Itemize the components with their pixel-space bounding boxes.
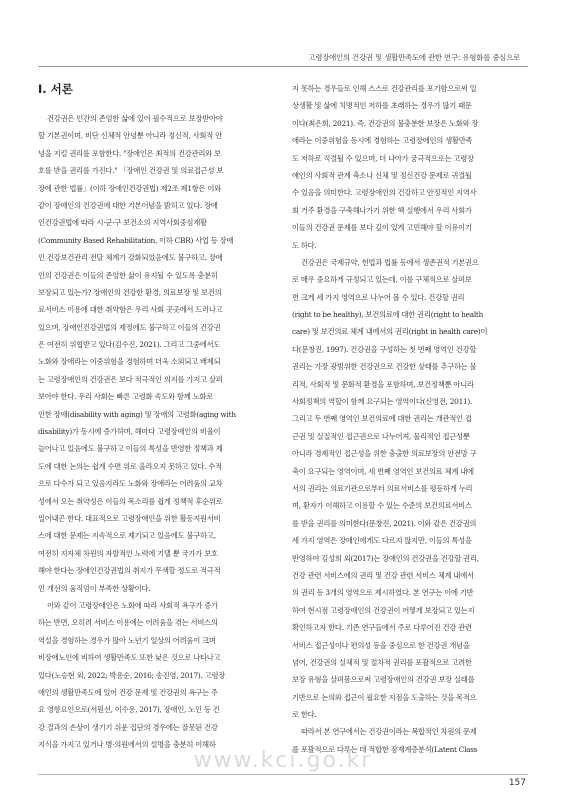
text-line: 건강권은 국제규약, 헌법과 법률 등에서 생존권적 기본권으	[301, 257, 479, 267]
text-line: 같이 장애인의 건강권에 대한 기본이념을 밝히고 있다. 장애	[38, 200, 218, 210]
footer-divider	[38, 774, 528, 775]
text-line: 보아야 한다. 우리 사회는 빠른 고령화 속도와 함께 노화로	[38, 392, 213, 402]
text-line: 세 가지 영역은 장애인에게도 다르지 않지만, 이들의 특성을	[292, 536, 472, 546]
text-line: 장에 관한 법률」(이하 장애인건강권법) 제2조 제1항은 이와	[38, 183, 222, 193]
running-header: 고령장애인의 건강권 및 생활만족도에 관한 연구: 유형화를 중심으로	[308, 53, 520, 62]
text-line: 이다(최은희, 2021). 즉, 건강권의 불충분한 보장은 노화와 장	[292, 118, 479, 128]
text-line: 녕을 지킬 권리를 포함한다. "장애인은 최적의 건강관리와 보	[38, 148, 221, 158]
text-line: 늘어나고 있음에도 불구하고 이들의 특성을 반영한 정책과 제	[38, 444, 223, 454]
text-line: 는 고령장애인의 건강권은 보다 적극적인 의지를 가지고 살펴	[38, 374, 223, 384]
text-line: 보장 유형을 살펴봄으로써 고령장애인의 건강권 보장 실태를	[292, 675, 475, 685]
text-line: 호를 받을 권리를 가진다." 「장애인 건강권 및 의료접근성 보	[38, 166, 224, 176]
text-line: 축이 요구되는 영역이며, 세 번째 영역인 보건의료 체계 내에	[292, 466, 474, 476]
text-line: 지 못하는 경우들로 인해 스스로 건강관리를 포기함으로써 일	[292, 84, 477, 93]
text-line: 확인하고자 한다. 기존 연구들에서 주로 다루어진 건강 관련	[292, 623, 472, 633]
text-line: 하는 반면, 오히려 서비스 이용에는 어려움을 겪는 서비스의	[38, 618, 218, 628]
text-line: 이들의 건강권 문제를 보다 깊이 있게 고민해야 할 이유이기	[292, 223, 472, 233]
text-line: 를 포괄적으로 다루는 데 적합한 잠재계층분석(Latent Class	[292, 744, 478, 754]
text-line: 하여 현시점 고령장애인의 건강권이 어떻게 보장되고 있는지	[292, 605, 475, 615]
left-column	[38, 80, 274, 753]
text-line: 로 매우 중요하게 규정되고 있는데, 이를 구체적으로 살펴보	[292, 275, 472, 285]
text-line: 애인의 생활만족도에 있어 건강 문제 및 건강권의 욕구는 주	[38, 687, 218, 697]
text-line: 성에서 오는 취약성은 이들의 목소리를 쉽게 정책적 후순위로	[38, 496, 223, 506]
text-line: 반영하여 김성희 외(2017)는 장애인의 건강권을 건강할 권리,	[292, 553, 479, 563]
text-line: 인건강권법에 따라 시·군·구 보건소의 지역사회중심재활	[38, 218, 207, 228]
watermark: www.kci.go.kr	[193, 748, 373, 773]
text-line: 도에 대한 논의는 쉽게 수면 위로 올라오지 못하고 있다. 수적	[38, 461, 222, 471]
text-line: 며, 환자가 이해하고 이용할 수 있는 수준의 보건의료서비스	[292, 501, 472, 511]
text-line: 인 개선의 움직임이 부족한 상황이다.	[38, 583, 151, 593]
text-line: 따라서 본 연구에서는 건강권이라는 복합적인 차원의 문제	[301, 727, 477, 737]
text-line: 애라는 이중위험을 동시에 경험하는 고령장애인의 생활만족	[292, 136, 473, 146]
text-line: 기반으로 논의와 접근이 필요한 지점을 도출하는 것을 목적으	[292, 692, 477, 702]
text-line: 있다(노승현 외, 2022; 박용순, 2016; 송진영, 2017). 고령장	[38, 670, 226, 680]
text-line: 으로 다수가 되고 있음지라도 노화와 장애라는 어려움의 교차	[38, 479, 223, 489]
text-line: 스에 대한 문제는 지속적으로 제기되고 있음에도 불구하고,	[38, 531, 216, 541]
text-line: 회 거주 환경을 구축해나가기 위한 핵 실행에서 우리 사회가	[292, 205, 472, 215]
text-line: 서비스 접근성이나 편의성 등을 중심으로 한 건강권 개념을	[292, 640, 470, 650]
text-line: 보장되고 있는가? 장애인의 건강한 환경, 의료보장 및 보건의	[38, 287, 222, 297]
text-line: 권리는 가장 광범위한 건강권으로 건강한 상태를 추구하는 물	[292, 362, 477, 372]
text-line: 지식을 가지고 있거나 병·의원에서의 설명을 충분히 이해하	[38, 740, 216, 750]
text-line: 료서비스 이용에 대한 취약함은 우리 사회 곳곳에서 드러나고	[38, 305, 223, 315]
text-line: 애인의 사회적 관계 축소나 신체 및 정신건강 문제로 귀결될	[292, 170, 472, 180]
text-line: 로 한다.	[292, 710, 317, 720]
text-line: 인 건강보건관리 전달 체계가 강화되었음에도 불구하고, 장애	[38, 253, 223, 263]
text-line: 리적, 사회적 및 문화적 환경을 포함하며, 보건정책뿐 아니라	[292, 379, 474, 389]
section-heading: Ⅰ. 서론	[38, 82, 73, 96]
right-column	[292, 80, 528, 758]
text-line: care) 및 보건의료 체계 내에서의 권리(right in health care)이	[292, 327, 488, 337]
text-line: 넘어, 건강권의 실체적 및 절차적 권리를 포괄적으로 고려한	[292, 657, 472, 667]
text-line: 해야 한다는 장애인건강권법의 취지가 무색할 정도로 적극적	[38, 566, 221, 576]
text-line: 역설을 경험하는 경우가 많아 노년기 일상의 어려움이 크며	[38, 635, 216, 645]
text-line: (right to be healthy), 보건의료에 대한 권리(right to health	[292, 310, 484, 320]
right-column-text	[292, 80, 528, 758]
text-line: 도 저하로 직결될 수 있으며, 더 나아가 궁극적으로는 고령장	[292, 153, 474, 163]
header-divider	[38, 66, 528, 67]
text-line: 있으며, 장애인건강권법의 제정에도 불구하고 이들의 건강권	[38, 322, 221, 332]
text-line: 그리고 두 번째 영역인 보건의료에 대한 권리는 개관적인 접	[292, 414, 472, 424]
text-line: 이와 같이 고령장애인은 노화에 따라 사회적 욕구가 증가	[47, 600, 218, 610]
text-line: 상생활 및 삶에 치명적인 저하를 초래하는 경우가 많기 때문	[292, 101, 472, 111]
text-line: 도 하다.	[292, 240, 317, 250]
text-line: 인한 장애(disability with aging) 및 장애의 고령화(aging with	[38, 409, 236, 419]
text-line: 건강권은 인간의 존엄한 삶에 있어 필수적으로 보장받아야	[47, 114, 223, 123]
text-line: 의 권리 등 3개의 영역으로 제시하였다. 본 연구는 이에 기반	[292, 588, 474, 598]
text-line: 아니라 경제적인 접근성을 위한 충출한 의료보장의 안전망 구	[292, 449, 477, 459]
text-line: 노화와 장애라는 이중위험을 경험하며 더욱 소외되고 배제되	[38, 357, 221, 367]
left-column-text	[38, 110, 274, 753]
text-line: 다(문창진, 1997). 건강권을 구성하는 첫 번째 영역인 건강할	[292, 344, 477, 354]
text-line: 근권 및 실질적인 접근권으로 나누어져, 물리적인 접근성뿐	[292, 431, 470, 441]
text-line: 은 여전히 위협받고 있다(김수진, 2021). 그리고 그중에서도	[38, 340, 221, 350]
text-line: (Community Based Rehabilitation, 이하 CBR) 사업 등 장애	[38, 235, 234, 245]
text-line: 비장애노인에 비하여 생활만족도 또한 낮은 것으로 나타나고	[38, 653, 221, 663]
text-line: 서의 권리는 의료기관으로부터 의료서비스를 평등하게 누리	[292, 483, 473, 493]
text-line: 면 크게 세 가지 영역으로 나누어 볼 수 있다. 건강할 권리	[292, 292, 465, 302]
text-line: 수 있음을 의미한다. 고령장애인의 건강하고 안정적인 지역사	[292, 188, 477, 198]
text-line: 여전히 지자체 차원의 자발적인 노력에 기댈 뿐 국가가 보호	[38, 548, 218, 558]
page-number: 157	[508, 778, 526, 788]
text-line: disability)가 동시에 증가하며, 해마다 고령장애인의 비율이	[38, 427, 221, 437]
text-line: 를 받을 권리를 의미한다(문창진, 2021). 이와 같은 건강권의	[292, 518, 477, 528]
text-line: 강 결과의 손상이 생기기 쉬운 집단의 경우에는 잘못된 건강	[38, 722, 218, 732]
text-line: 할 기본권이며, 비단 신체적 안녕뿐 아니라 정신적, 사회적 안	[38, 131, 222, 141]
text-line: 사회정책의 역할이 함께 요구되는 영역이다(신영전, 2011).	[292, 397, 473, 407]
text-line: 인의 건강권은 이들의 존엄한 삶이 유지될 수 있도록 충분히	[38, 270, 218, 280]
text-line: 요 영향요인으로(서원선, 이수용, 2017), 장애인, 노인 등 건	[38, 705, 220, 715]
text-line: 밀어내곤 한다. 대표적으로 고령장애인을 위한 활동지원서비	[38, 513, 221, 523]
text-line: 건강 관련 서비스에의 권리 및 건강 관련 서비스 체계 내에서	[292, 570, 474, 580]
